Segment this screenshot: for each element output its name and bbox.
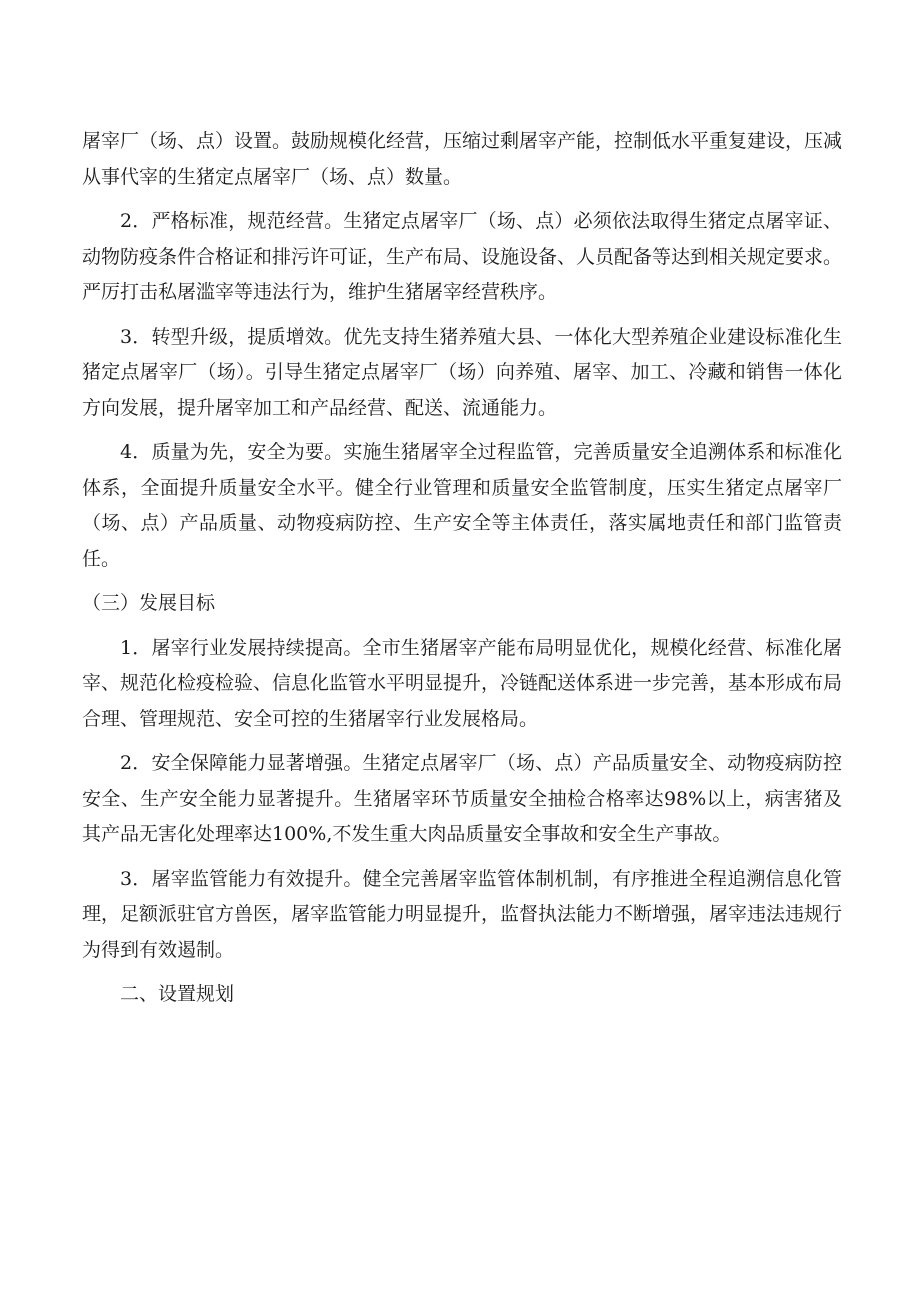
paragraph-goal-2: 2．安全保障能力显著增强。生猪定点屠宰厂（场、点）产品质量安全、动物疫病防控安全、生产安全能力显著提升。生猪屠宰环节质量安全抽检合格率达98%以上，病害猪及其产品无害化处理率达100%,不发生重大肉品质量安全事故和安全生产事故。 [82,752,842,845]
paragraph-item-4-quality: 4．质量为先，安全为要。实施生猪屠宰全过程监管，完善质量安全追溯体系和标准化体系，全面提升质量安全水平。健全行业管理和质量安全监管制度，压实生猪定点屠宰厂（场、点）产品质量、动物疫病防控、生产安全等主体责任，落实属地责任和部门监管责任。 [82,441,842,570]
paragraph-item-2-standards: 2．严格标准，规范经营。生猪定点屠宰厂（场、点）必须依法取得生猪定点屠宰证、动物防疫条件合格证和排污许可证，生产布局、设施设备、人员配备等达到相关规定要求。严厉打击私屠滥宰等违法行为，维护生猪屠宰经营秩序。 [82,210,843,303]
document-body [82,124,842,1013]
section-heading-planning: 二、设置规划 [120,983,235,1005]
subheading-development-goals: （三）发展目标 [82,592,216,614]
paragraph-continuation: 屠宰厂（场、点）设置。鼓励规模化经营，压缩过剩屠宰产能，控制低水平重复建设，压减从事代宰的生猪定点屠宰厂（场、点）数量。 [82,130,843,188]
paragraph-item-3-upgrade: 3．转型升级，提质增效。优先支持生猪养殖大县、一体化大型养殖企业建设标准化生猪定点屠宰厂（场）。引导生猪定点屠宰厂（场）向养殖、屠宰、加工、冷藏和销售一体化方向发展，提升屠宰加工和产品经营、配送、流通能力。 [82,325,842,419]
paragraph-goal-1: 1．屠宰行业发展持续提高。全市生猪屠宰产能布局明显优化，规模化经营、标准化屠宰、规范化检疫检验、信息化监管水平明显提升，冷链配送体系进一步完善，基本形成布局合理、管理规范、安全可控的生猪屠宰行业发展格局。 [82,636,843,730]
paragraph-goal-3: 3．屠宰监管能力有效提升。健全完善屠宰监管体制机制，有序推进全程追溯信息化管理，足额派驻官方兽医，屠宰监管能力明显提升，监督执法能力不断增强，屠宰违法违规行为得到有效遏制。 [82,867,843,961]
